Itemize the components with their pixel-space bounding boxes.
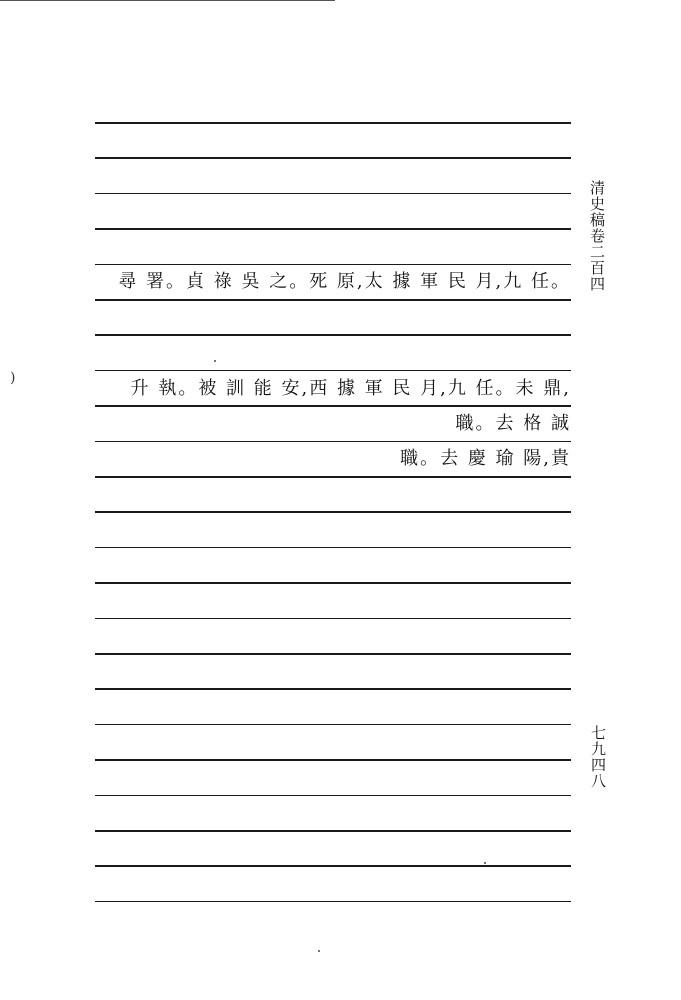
margin-mark: ) <box>10 370 16 386</box>
table-rule <box>95 334 571 336</box>
table-rule <box>95 476 571 478</box>
print-speck <box>214 360 216 362</box>
table-rule <box>95 618 571 620</box>
table-rule <box>95 547 571 549</box>
print-speck <box>484 862 486 864</box>
table-rule <box>95 830 571 832</box>
table-rule <box>95 582 571 584</box>
table-row-text: 升 執。被 訓 能 安,西 據 軍 民 月,九 任。未 鼎, <box>130 377 571 399</box>
table-rule <box>95 901 571 903</box>
table-rule <box>95 724 571 726</box>
table-rule <box>95 299 571 301</box>
table-rule <box>95 370 571 372</box>
table-rule <box>95 441 571 443</box>
table-rule <box>95 653 571 655</box>
table-row-text: 職。去 慶 瑜 陽,貴 <box>400 448 571 470</box>
table-row-text: 職。去 格 誠 <box>455 412 571 434</box>
table-rule <box>95 688 571 690</box>
table-rule <box>95 228 571 230</box>
table-rule <box>95 264 571 266</box>
page-number: 七九四八 <box>589 725 607 789</box>
table-rule <box>95 865 571 867</box>
table-rule <box>95 405 571 407</box>
table-row-text: 尋 署。貞 祿 吳 之。死 原,太 據 軍 民 月,九 任。 <box>118 271 571 293</box>
table-rule <box>95 122 571 124</box>
top-edge-rule <box>0 0 335 1</box>
table-rule <box>95 511 571 513</box>
table-rule <box>95 193 571 195</box>
print-speck <box>318 950 320 952</box>
running-title: 清史稿卷二百四 <box>588 180 606 292</box>
table-rule <box>95 795 571 797</box>
table-rule <box>95 157 571 159</box>
table-rule <box>95 759 571 761</box>
